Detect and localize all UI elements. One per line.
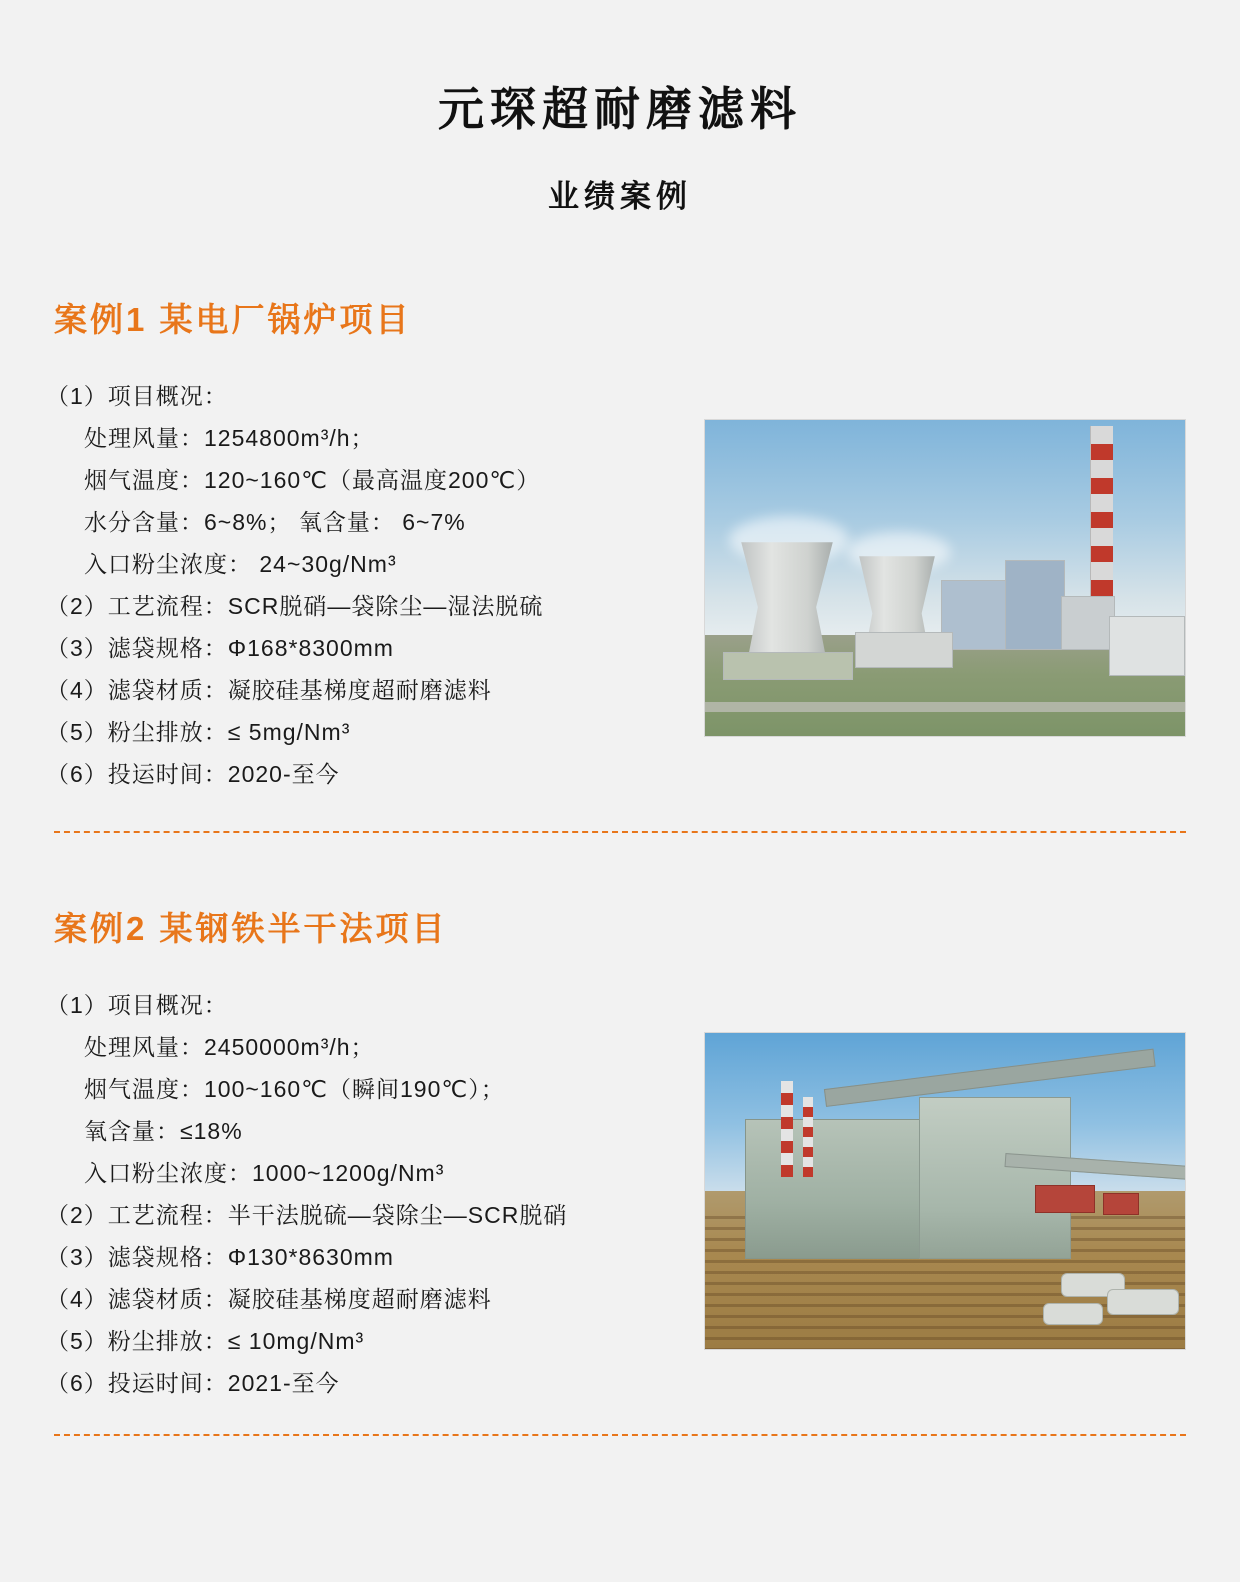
case-1-line-2: 处理风量：1254800m³/h； [84, 425, 375, 452]
case-1-line-9: （5）粉尘排放：≤ 5mg/Nm³ [46, 719, 351, 746]
case-2-heading: 案例2 某钢铁半干法项目 [54, 910, 448, 948]
case-2-line-6: （2）工艺流程：半干法脱硫—袋除尘—SCR脱硝 [46, 1202, 568, 1229]
case-1-line-5: 入口粉尘浓度： 24~30g/Nm³ [84, 551, 397, 578]
case-1-line-3: 烟气温度：120~160℃（最高温度200℃） [84, 467, 541, 494]
section-divider-1 [54, 831, 1186, 833]
page-subtitle: 业绩案例 [548, 179, 692, 215]
case-2-line-4: 氧含量：≤18% [84, 1118, 243, 1145]
case-1-photo [704, 419, 1186, 737]
case-2-line-1: （1）项目概况： [46, 992, 228, 1019]
case-1-details [46, 375, 686, 795]
case-1-line-4: 水分含量：6~8%； 氧含量： 6~7% [84, 509, 466, 536]
section-divider-2 [54, 1434, 1186, 1436]
case-2-details [46, 984, 686, 1404]
case-section-2 [46, 903, 1194, 1436]
case-1-line-6: （2）工艺流程：SCR脱硝—袋除尘—湿法脱硫 [46, 593, 544, 620]
case-2-line-5: 入口粉尘浓度：1000~1200g/Nm³ [84, 1160, 445, 1187]
case-1-body [46, 375, 1194, 795]
case-2-line-8: （4）滤袋材质：凝胶硅基梯度超耐磨滤料 [46, 1286, 492, 1313]
case-1-line-10: （6）投运时间：2020-至今 [46, 761, 340, 788]
case-2-body [46, 984, 1194, 1404]
case-1-line-1: （1）项目概况： [46, 383, 228, 410]
case-2-photo [704, 1032, 1186, 1350]
case-1-heading: 案例1 某电厂锅炉项目 [54, 301, 412, 339]
case-section-1 [46, 294, 1194, 833]
case-2-line-9: （5）粉尘排放：≤ 10mg/Nm³ [46, 1328, 365, 1355]
case-2-line-2: 处理风量：2450000m³/h； [84, 1034, 375, 1061]
case-2-line-3: 烟气温度：100~160℃（瞬间190℃）； [84, 1076, 505, 1103]
page-title: 元琛超耐磨滤料 [438, 83, 802, 135]
document-header [46, 0, 1194, 216]
case-1-line-7: （3）滤袋规格：Φ168*8300mm [46, 635, 394, 662]
case-2-line-7: （3）滤袋规格：Φ130*8630mm [46, 1244, 394, 1271]
case-1-line-8: （4）滤袋材质：凝胶硅基梯度超耐磨滤料 [46, 677, 492, 704]
case-2-line-10: （6）投运时间：2021-至今 [46, 1370, 340, 1397]
